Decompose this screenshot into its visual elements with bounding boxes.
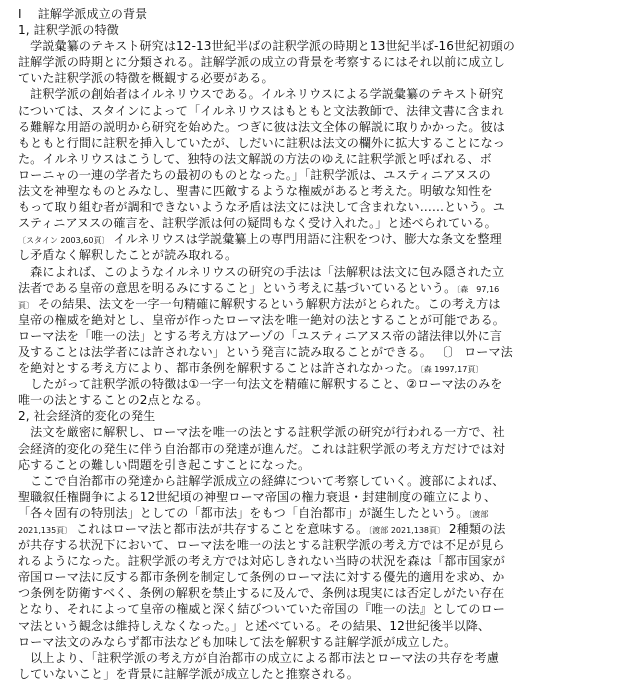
line-text: 2種類の法 [445, 522, 506, 536]
line-text: れるようになった。註釈学派の考え方では対応しきれない当時の状況を森は「都市国家が [18, 554, 505, 569]
line-text: Ⅰ 註解学派成立の背景 [18, 7, 148, 21]
line-text: ここで自治都市の発達から註解学派成立の経緯について考察していく。渡部によれば、 [18, 473, 505, 488]
citation: 頁〕 [18, 300, 34, 310]
line-text: 法文を神聖なものとみなし、聖書に匹敵するような権威があると考えた。明敏な知性を [18, 184, 493, 199]
line-text: 註釈学派の創始者はイルネリウスである。イルネリウスによる学説彙纂のテキスト研究 [18, 87, 504, 102]
line-text: もともと行間に註釈を挿入していたが、しだいに註釈は法文の欄外に拡大することになっ [18, 135, 505, 150]
line-text: 法文を厳密に解釈し、ローマ法を唯一の法とする註釈学派の研究が行われる一方で、社 [18, 425, 505, 440]
citation: 〔渡部 2021,138頁〕 [368, 526, 445, 535]
text-line [18, 441, 605, 457]
line-text: を絶対とする考え方により、都市条例を解釈することは許されなかった。 [18, 361, 420, 376]
line-text: ローマ法文のみならず都市法なども加味して法を解釈する註解学派が成立した。 [18, 634, 457, 649]
text-line [18, 424, 605, 440]
line-text: スティニアヌスの確言を、註釈学派は何の疑問もなく受け入れた。」と述べられている。 [18, 216, 497, 231]
text-line [18, 650, 605, 666]
citation: 〔渡部 [468, 509, 489, 519]
text-line [18, 296, 605, 312]
text-line [18, 264, 605, 280]
line-text: 皇帝の権威を絶対とし、皇帝が作ったローマ法を唯一絶対の法とすることが可能である。 [18, 312, 505, 327]
line-text: 註解学派の時期とに分類される。註解学派の成立の背景を考察するにはそれ以前に成立し [18, 55, 505, 70]
line-text: 法者である皇帝の意思を明るみにすること」という考えに基づいているという。 [18, 280, 457, 295]
text-line [18, 280, 605, 296]
text-line [18, 247, 605, 263]
text-line [18, 312, 605, 328]
text-line [18, 103, 605, 119]
text-line [18, 392, 605, 408]
line-text: 学説彙纂のテキスト研究は12-13世紀半ばの註釈学派の時期と13世紀半ば-16世紀初頭の [18, 39, 515, 54]
line-text: これはローマ法と都市法が共存することを意味する。 [72, 522, 369, 536]
line-text: ローマ法を「唯一の法」とする考え方はアーゾの「ユスティニアヌス帝の諸法律以外に言 [18, 328, 503, 343]
text-line [18, 537, 605, 553]
text-line [18, 618, 605, 634]
citation: 〔森 1997,17頁〕 [419, 365, 484, 375]
line-text: 1, 註釈学派の特徴 [18, 23, 119, 38]
line-text: 及することは法学者には許されない」という発言に読み取ることができる。 〔〕 ローマ法 [18, 344, 513, 359]
text-line [18, 457, 605, 473]
line-text: つ条例を防衛すべく、条例の解釈を禁止するに及んで、条例は現実には否定しがたい存在 [18, 586, 505, 601]
line-text: ローニャの一連の学者たちの最初のものとなった。」「註釈学派は、ユスティニアヌスの [18, 167, 491, 182]
line-text: もって取り組む者が調和できないような矛盾は法文には決して含まれない……という。ユ [18, 200, 505, 215]
line-text: 帝国ローマ法に反する都市条例を制定して条例のローマ法に対する優先的適用を求め、か [18, 570, 505, 585]
text-line [18, 489, 605, 505]
text-line [18, 585, 605, 601]
text-line [18, 569, 605, 585]
line-text: ていた註釈学派の特徴を概観する必要がある。 [18, 71, 274, 86]
section-heading [18, 6, 605, 22]
line-text: イルネリウスは学説彙纂上の専門用語に注釈をつけ、膨大な条文を整理 [109, 232, 502, 247]
line-text: については、スタインによって「イルネリウスはもともと文法教師で、法律文書に含まれ [18, 103, 504, 118]
text-line [18, 70, 605, 86]
text-line [18, 344, 605, 360]
text-line [18, 666, 605, 682]
citation: 〔スタイン 2003,60頁〕 [18, 236, 110, 246]
line-text: その結果、法文を一字一句精確に解釈するという解釈方法がとられた。この考え方は [34, 296, 501, 311]
line-text: る難解な用語の説明から研究を始めた。つぎに彼は法文全体の解説に取りかかった。彼は [18, 119, 505, 134]
line-text: 「各々固有の特別法」としての「都市法」をもつ「自治都市」が誕生したという。 [18, 505, 469, 520]
line-text: していないこと」を背景に註解学派が成立したと推察される。 [18, 666, 359, 681]
text-line [18, 505, 605, 521]
line-text: 会経済的変化の発生に伴う自治都市の発達が進んだ。これは註釈学派の考え方だけでは対 [18, 441, 505, 456]
text-line [18, 328, 605, 344]
line-text: し矛盾なく解釈したことが読み取れる。 [18, 248, 238, 263]
line-text: 聖職叙任権闘争による12世紀頃の神聖ローマ帝国の権力衰退・封建制度の確立により、 [18, 489, 497, 504]
section-heading [18, 22, 605, 38]
line-text: となり、それによって皇帝の権威と深く結びついていた帝国の『唯一の法』としてのロー [18, 602, 505, 617]
text-line [18, 38, 605, 54]
citation: 〔森 97,16 [456, 284, 500, 294]
line-text: 森によれば、このようなイルネリウスの研究の手法は「法解釈は法文に包み隠された立 [18, 264, 505, 279]
text-line [18, 553, 605, 569]
text-line [18, 183, 605, 199]
section-heading [18, 408, 605, 424]
text-line [18, 231, 605, 247]
text-line [18, 634, 605, 650]
line-text: 以上より、「註釈学派の考え方が自治都市の成立による都市法とローマ法の共存を考慮 [18, 650, 499, 665]
text-line [18, 119, 605, 135]
line-text: 2, 社会経済的変化の発生 [18, 409, 156, 424]
text-line [18, 199, 605, 215]
text-line [18, 54, 605, 70]
line-text: したがって註釈学派の特徴は①一字一句法文を精確に解釈すること、②ローマ法のみを [18, 377, 503, 392]
text-line [18, 521, 605, 537]
line-text: た。イルネリウスはこうして、独特の法文解説の方法のゆえに註釈学派と呼ばれる、ボ [18, 151, 492, 166]
line-text: 唯一の法とすることの2点となる。 [18, 393, 209, 408]
text-line [18, 215, 605, 231]
text-line [18, 473, 605, 489]
text-line [18, 86, 605, 102]
line-text: マ法という観念は維持しえなくなった。」と述べている。その結果、12世紀後半以降、 [18, 618, 491, 633]
text-line [18, 601, 605, 617]
line-text: が共存する状況下において、ローマ法を唯一の法とする註釈学派の考え方では不足が見ら [18, 538, 505, 553]
text-line [18, 376, 605, 392]
text-line [18, 135, 605, 151]
text-line [18, 360, 605, 376]
line-text: 応することの難しい問題を引き起こすことになった。 [18, 457, 311, 472]
text-line [18, 167, 605, 183]
text-line [18, 151, 605, 167]
citation: 2021,135頁〕 [18, 526, 73, 535]
